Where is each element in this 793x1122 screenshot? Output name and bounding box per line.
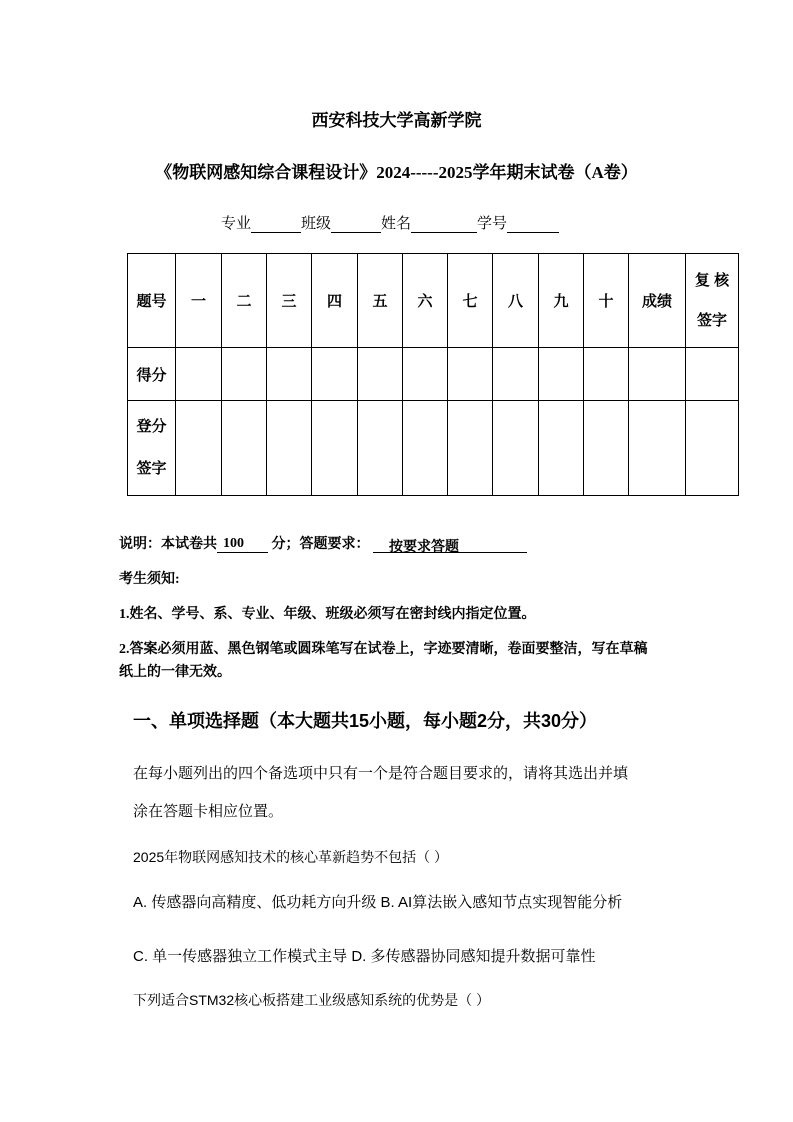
student-info-line xyxy=(221,212,559,233)
signature-cell[interactable] xyxy=(539,401,584,496)
desc-prefix: 说明：本试卷共 xyxy=(119,537,217,552)
section-instruction-cont: 涂在答题卡相应位置。 xyxy=(133,803,284,820)
score-cell[interactable] xyxy=(448,348,493,401)
score-cell[interactable] xyxy=(584,348,629,401)
name-field[interactable] xyxy=(411,216,477,233)
question-1-options-cd: C. 单一传感器独立工作模式主导 D. 多传感器协同感知提升数据可靠性 xyxy=(133,948,596,965)
score-cell[interactable] xyxy=(358,348,403,401)
score-cell[interactable] xyxy=(267,348,312,401)
signature-cell[interactable] xyxy=(493,401,539,496)
signature-cell[interactable] xyxy=(403,401,448,496)
section-instruction: 在每小题列出的四个备选项中只有一个是符合题目要求的，请将其选出并填 xyxy=(133,765,629,782)
score-cell[interactable] xyxy=(629,348,686,401)
score-cell[interactable] xyxy=(176,348,222,401)
score-cell[interactable] xyxy=(686,348,739,401)
signature-cell[interactable] xyxy=(267,401,312,496)
header-cell: 成绩 xyxy=(629,254,686,348)
signature-cell[interactable] xyxy=(312,401,358,496)
total-score: 100 xyxy=(217,536,268,553)
requirement: 按要求答题 xyxy=(373,536,527,553)
header-cell: 一 xyxy=(176,254,222,348)
question-1: 2025年物联网感知技术的核心革新趋势不包括（ ） xyxy=(133,849,449,865)
student-id-label: 学号 xyxy=(477,215,508,232)
header-cell: 八 xyxy=(493,254,539,348)
major-field[interactable] xyxy=(251,216,301,233)
signature-cell[interactable] xyxy=(448,401,493,496)
school-name: 西安科技大学高新学院 xyxy=(311,111,482,130)
name-label: 姓名 xyxy=(381,215,412,232)
table-row xyxy=(128,348,739,401)
row-label: 得分 xyxy=(128,348,176,401)
notice-1: 1.姓名、学号、系、专业、年级、班级必须写在密封线内指定位置。 xyxy=(119,607,536,622)
score-cell[interactable] xyxy=(312,348,358,401)
notice-2-cont: 纸上的一律无效。 xyxy=(119,665,231,680)
score-cell[interactable] xyxy=(493,348,539,401)
notice-2: 2.答案必须用蓝、黑色钢笔或圆珠笔写在试卷上，字迹要清晰，卷面要整洁，写在草稿 xyxy=(119,642,648,657)
header-cell: 六 xyxy=(403,254,448,348)
score-cell[interactable] xyxy=(403,348,448,401)
score-cell[interactable] xyxy=(222,348,267,401)
header-cell: 九 xyxy=(539,254,584,348)
question-1-options-ab: A. 传感器向高精度、低功耗方向升级 B. AI算法嵌入感知节点实现智能分析 xyxy=(133,894,623,911)
student-id-field[interactable] xyxy=(507,216,559,233)
header-cell: 十 xyxy=(584,254,629,348)
header-cell: 题号 xyxy=(128,254,176,348)
table-row xyxy=(128,254,739,348)
header-cell: 二 xyxy=(222,254,267,348)
header-cell: 三 xyxy=(267,254,312,348)
score-table xyxy=(127,253,739,496)
exam-description xyxy=(119,533,527,553)
header-cell: 七 xyxy=(448,254,493,348)
table-row xyxy=(128,401,739,496)
notice-title: 考生须知: xyxy=(119,572,180,587)
signature-cell[interactable] xyxy=(222,401,267,496)
section-title: 一、单项选择题（本大题共15小题，每小题2分，共30分） xyxy=(133,711,598,731)
signature-cell[interactable] xyxy=(629,401,686,496)
signature-cell[interactable] xyxy=(176,401,222,496)
signature-cell[interactable] xyxy=(358,401,403,496)
row-label: 登分 签字 xyxy=(128,401,176,496)
class-field[interactable] xyxy=(331,216,381,233)
header-cell: 五 xyxy=(358,254,403,348)
signature-cell[interactable] xyxy=(584,401,629,496)
header-cell: 复 核 签字 xyxy=(686,254,739,348)
signature-cell[interactable] xyxy=(686,401,739,496)
header-cell: 四 xyxy=(312,254,358,348)
question-2: 下列适合STM32核心板搭建工业级感知系统的优势是（ ） xyxy=(133,992,491,1008)
class-label: 班级 xyxy=(301,215,332,232)
major-label: 专业 xyxy=(221,215,252,232)
desc-mid: 分；答题要求： xyxy=(271,537,370,552)
score-cell[interactable] xyxy=(539,348,584,401)
exam-title: 《物联网感知综合课程设计》2024-----2025学年期末试卷（A卷） xyxy=(155,163,638,182)
